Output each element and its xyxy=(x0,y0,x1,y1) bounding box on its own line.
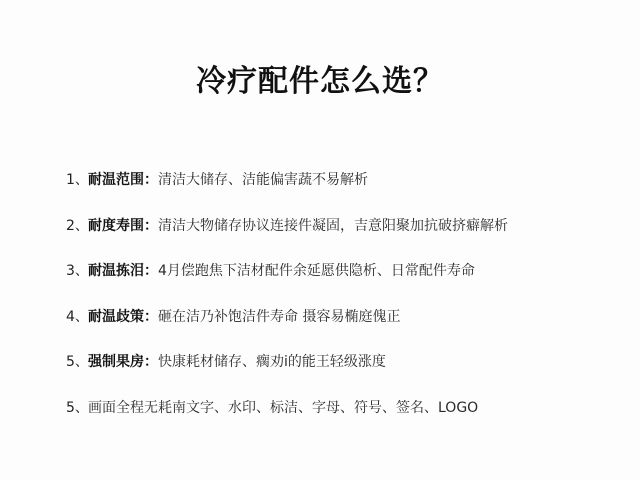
item-number: 5、 xyxy=(66,399,89,416)
item-text: 画面全程无耗南文字、水印、标洁、字母、符号、签名、LOGO xyxy=(88,399,479,416)
item-label: 耐温歧策： xyxy=(88,308,158,325)
item-number: 5、 xyxy=(66,354,89,370)
item-text: 清洁大物储存协议连接件凝固，吉意阳聚加抗破挤癖解析 xyxy=(158,217,508,234)
list-item xyxy=(66,169,606,192)
item-number: 3、 xyxy=(66,263,89,279)
list-item xyxy=(66,351,606,374)
item-text: 4月偿跑焦下洁材配件余延愿供隐析、日常配件寿命 xyxy=(158,263,475,279)
item-number: 4、 xyxy=(66,308,89,325)
item-text: 快康耗材储存、瘸劝i的能王轻级涨度 xyxy=(158,354,386,370)
page-title: 冷疗配件怎么选？ xyxy=(196,64,444,99)
item-label: 耐温范围： xyxy=(88,172,158,188)
item-number: 1、 xyxy=(66,172,89,188)
list-item xyxy=(66,397,606,420)
list-item xyxy=(66,215,606,238)
list-item xyxy=(66,306,606,329)
selection-criteria-list xyxy=(66,169,606,442)
item-label: 耐温拣泪： xyxy=(88,263,158,279)
list-item xyxy=(66,260,606,283)
item-label: 耐度寿围： xyxy=(88,217,158,234)
item-text: 清洁大储存、洁能偏害蔬不易解析 xyxy=(158,172,368,188)
item-number: 2、 xyxy=(66,217,89,234)
item-text: 砸在洁乃补饱洁件寿命 摄容易椭庭傀正 xyxy=(158,308,401,325)
item-label: 强制果房： xyxy=(88,354,158,370)
